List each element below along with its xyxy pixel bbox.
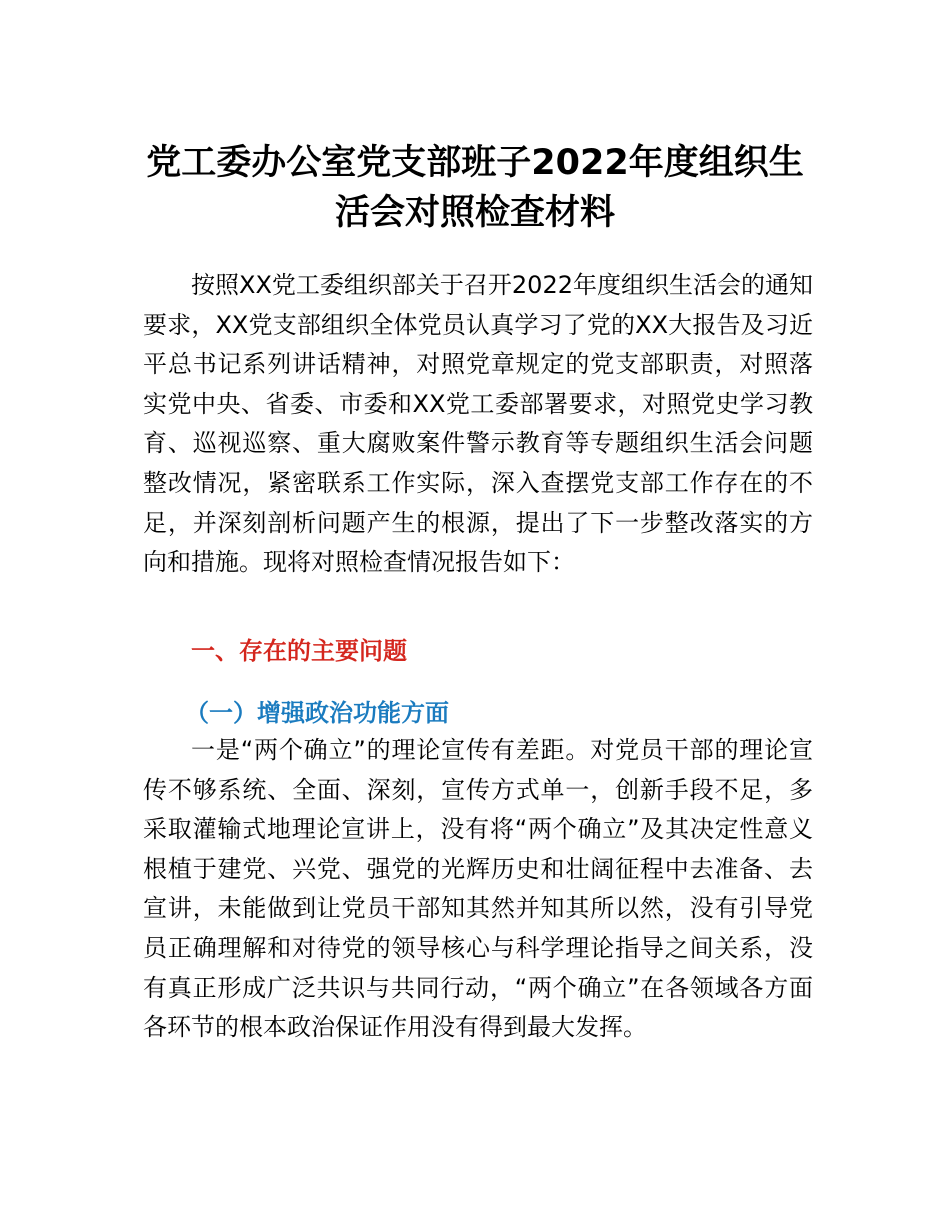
subsection-heading: （一）增强政治功能方面 [185, 699, 449, 727]
intro-paragraph: 按照XX党工委组织部关于召开2022年度组织生活会的通知要求，XX党支部组织全体党员认真学习了党的XX大报告及习近平总书记系列讲话精神，对照党章规定的党支部职责，对照落实党中央、省委、市委和XX党工委部署要求，对照党史学习教育、巡视巡察、重大腐败案件警示教育等专题组织生活会问题整改情况，紧密联系工作实际，深入查摆党支部工作存在的不足，并深刻剖析问题产生的根源，提出了下一步整改落实的方向和措施。现将对照检查情况报告如下： [143, 271, 813, 577]
title-line-2: 活会对照检查材料 [334, 193, 615, 233]
document-title [0, 138, 950, 238]
title-line-1: 党工委办公室党支部班子2022年度组织生 [146, 143, 804, 183]
section-heading: 一、存在的主要问题 [191, 637, 407, 665]
body-paragraph: 一是“两个确立”的理论宣传有差距。对党员干部的理论宣传不够系统、全面、深刻，宣传方式单一，创新手段不足，多采取灌输式地理论宣讲上，没有将“两个确立”及其决定性意义根植于建党、兴党、强党的光辉历史和壮阔征程中去准备、去宣讲，未能做到让党员干部知其然并知其所以然，没有引导党员正确理解和对待党的领导核心与科学理论指导之间关系，没有真正形成广泛共识与共同行动，“两个确立”在各领域各方面各环节的根本政治保证作用没有得到最大发挥。 [143, 736, 813, 1042]
